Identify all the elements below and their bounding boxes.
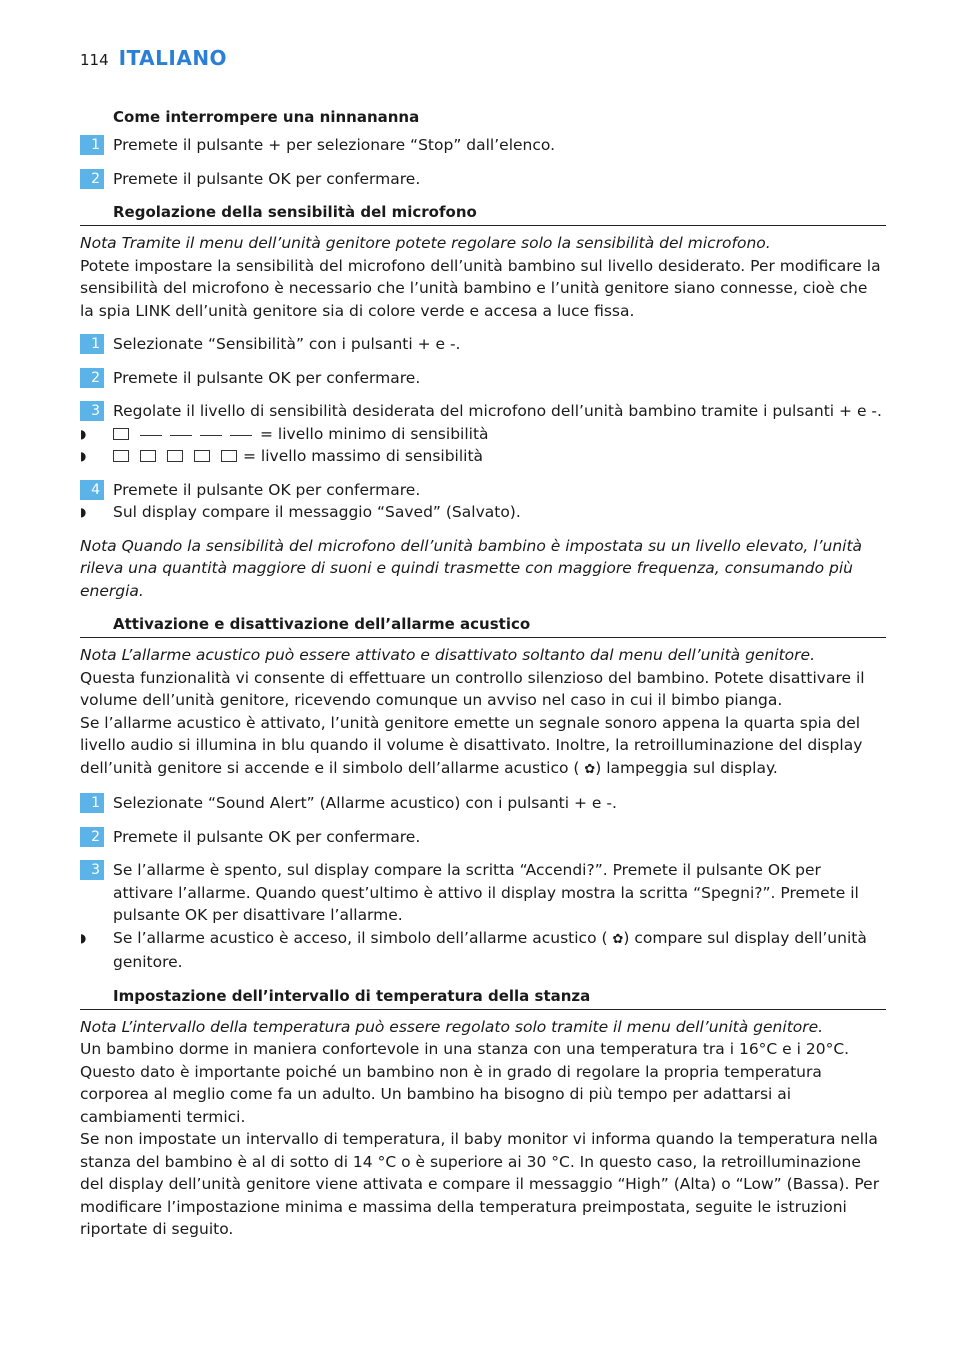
level-max-graphic (113, 445, 243, 468)
step-text: Regolate il livello di sensibilità desiderata del microfono dell’unità bambino tramite i pulsanti + e -. (113, 402, 882, 420)
step-item (80, 479, 886, 502)
paragraph: Un bambino dorme in maniera confortevole in una stanza con una temperatura tra i 16°C e i 20°C. Questo dato è importante poiché un bambino non è in grado di regolare la propria temperatura corporea al meglio come fa un adulto. Un bambino ha bisogno di più tempo per adattarsi ai cambiamenti termici. (80, 1040, 850, 1126)
paragraph: Questa funzionalità vi consente di effettuare un controllo silenzioso del bambino. Potete disattivare il volume dell’unità genitore, ricevendo comunque un avviso nel caso in cui il bimbo pianga. (80, 668, 865, 709)
page-content (80, 106, 886, 1241)
sound-alert-icon: ✿ (584, 761, 596, 777)
bullet-text: Se l’allarme acustico è acceso, il simbolo dell’allarme acustico ( ✿) compare sul display dell’unità genitore. (113, 928, 867, 971)
step-number: 1 (80, 793, 104, 813)
bullet-icon: ◗ (80, 505, 87, 519)
step-number: 1 (80, 135, 104, 155)
bullet-item (80, 423, 886, 446)
step-number: 1 (80, 334, 104, 354)
section-title-sound-alert: Attivazione e disattivazione dell’allarme acustico (80, 613, 886, 638)
step-item (80, 859, 886, 927)
section-title-microphone: Regolazione della sensibilità del microfono (80, 201, 886, 226)
paragraph: Se l’allarme acustico è attivato, l’unità genitore emette un segnale sonoro appena la quarta spia del livello audio si illumina in blu quando il volume è disattivato. Inoltre, la retroilluminazione del display dell’unità genitore si accende e il simbolo dell’allarme acustico ( ✿) lampeggia sul display. (80, 712, 886, 782)
step-text: Premete il pulsante OK per confermare. (113, 480, 421, 499)
section-title-lullaby-stop: Come interrompere una ninnananna (113, 108, 420, 126)
step-item (80, 792, 886, 815)
step-item (80, 400, 886, 423)
step-text: Selezionate “Sensibilità” con i pulsanti + e -. (113, 335, 461, 353)
bullet-icon: ◗ (80, 426, 87, 441)
level-min-text: = livello minimo di sensibilità (260, 424, 489, 443)
step-number: 4 (80, 480, 104, 500)
page-header (80, 46, 227, 70)
bullet-item (80, 927, 886, 974)
language-title: ITALIANO (118, 46, 228, 70)
section-title-temperature: Impostazione dell’intervallo di temperatura della stanza (80, 985, 886, 1010)
step-item (80, 134, 886, 157)
level-max-text: = livello massimo di sensibilità (243, 447, 484, 465)
bullet-item (80, 445, 886, 468)
step-number: 3 (80, 860, 104, 880)
page-number: 114 (80, 51, 109, 69)
paragraph: Se non impostate un intervallo di temperatura, il baby monitor vi informa quando la temperatura nella stanza del bambino è al di sotto di 14 °C o è superiore ai 30 °C. In questo caso, la retroilluminazione del display dell’unità genitore viene attivata e compare il messaggio “High” (Alta) o “Low” (Bassa). Per modificare l’impostazione minima e massima della temperatura preimpostata, seguite le istruzioni riportate di seguito. (80, 1130, 880, 1238)
bullet-icon: ◗ (80, 449, 87, 463)
level-min-graphic (113, 423, 260, 446)
step-item (80, 168, 886, 191)
note-text: Nota L’intervallo della temperatura può essere regolato solo tramite il menu dell’unità genitore. (80, 1017, 824, 1036)
level-box-icon (113, 428, 129, 440)
bullet-text: Sul display compare il messaggio “Saved” (Salvato). (113, 503, 521, 521)
step-item (80, 826, 886, 849)
step-text: Selezionate “Sound Alert” (Allarme acustico) con i pulsanti + e -. (113, 794, 617, 812)
step-item (80, 333, 886, 356)
step-number: 2 (80, 368, 104, 388)
step-number: 2 (80, 169, 104, 189)
step-number: 3 (80, 401, 104, 421)
bullet-icon: ◗ (80, 930, 87, 945)
note-text: Nota Tramite il menu dell’unità genitore potete regolare solo la sensibilità del microfono. (80, 234, 771, 252)
sound-alert-icon: ✿ (612, 931, 624, 947)
step-text: Premete il pulsante + per selezionare “Stop” dall’elenco. (113, 136, 556, 154)
step-text: Premete il pulsante OK per confermare. (113, 169, 421, 188)
paragraph: Potete impostare la sensibilità del microfono dell’unità bambino sul livello desiderato. Per modificare la sensibilità del microfono è necessario che l’unità bambino e l’unità genitore siano connesse, cioè che la spia LINK dell’unità genitore sia di colore verde e accesa a luce fissa. (80, 256, 881, 320)
note-text: Nota Quando la sensibilità del microfono dell’unità bambino è impostata su un livello elevato, l’unità rileva una quantità maggiore di suoni e quindi trasmette con maggiore frequenza, consumando più energia. (80, 536, 863, 600)
step-text: Premete il pulsante OK per confermare. (113, 827, 421, 846)
step-number: 2 (80, 827, 104, 847)
note-text: Nota L’allarme acustico può essere attivato e disattivato soltanto dal menu dell’unità genitore. (80, 646, 815, 664)
step-text: Premete il pulsante OK per confermare. (113, 368, 421, 387)
bullet-item (80, 501, 886, 524)
step-text: Se l’allarme è spento, sul display compare la scritta “Accendi?”. Premete il pulsante OK per attivare l’allarme. Quando quest’ultimo è attivo il display mostra la scritta “Spegni?”. Premete il pulsante OK per disattivare l’allarme. (113, 861, 859, 924)
step-item (80, 367, 886, 390)
